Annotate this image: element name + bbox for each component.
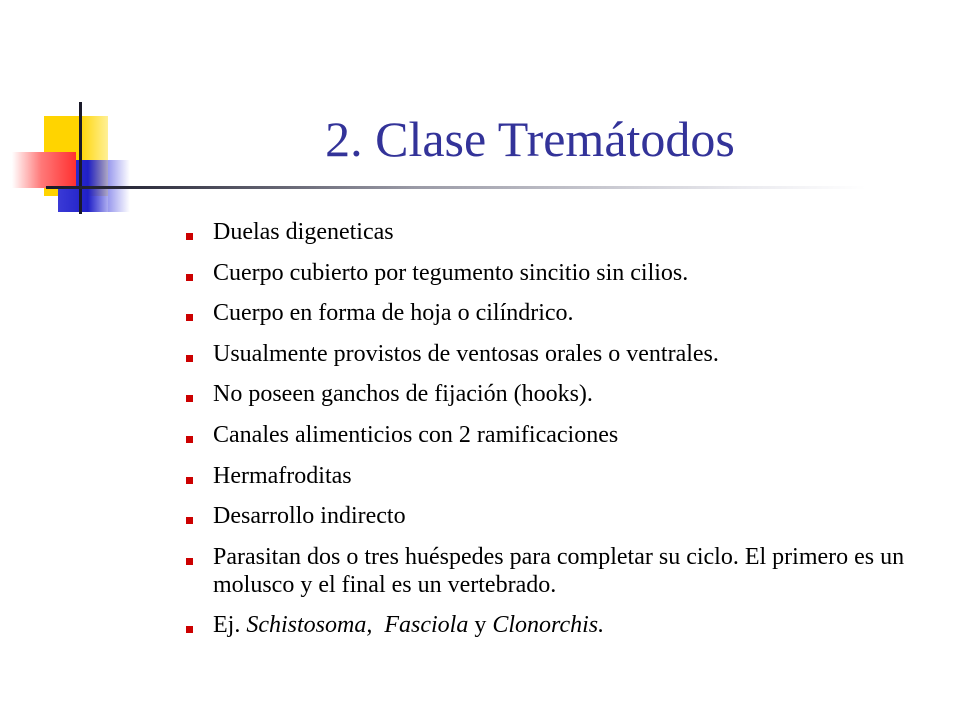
bullet-item: [186, 259, 946, 287]
bullet-item: [186, 218, 946, 246]
example-space: [372, 612, 384, 638]
bullet-item: [186, 340, 946, 368]
genus-fasciola: Fasciola: [384, 612, 469, 639]
example-conjunction: y: [468, 612, 493, 639]
slide-title: 2. Clase Tremátodos: [325, 111, 735, 167]
bullet-icon: [186, 314, 193, 321]
bullet-item: [186, 421, 946, 449]
bullet-list: [186, 218, 946, 652]
bullet-text: Parasitan dos o tres huéspedes para completar su ciclo. El primero es un molusco y el final es un vertebrado.: [213, 543, 905, 598]
bullet-text: Hermafroditas: [213, 462, 352, 489]
bullet-icon: [186, 517, 193, 524]
bullet-item: [186, 462, 946, 490]
genus-schistosoma: Schistosoma,: [246, 612, 373, 639]
vertical-rule: [79, 102, 82, 214]
red-bar: [12, 152, 76, 188]
bullet-icon: [186, 436, 193, 443]
bullet-item: [186, 299, 946, 327]
bullet-icon: [186, 558, 193, 565]
genus-clonorchis: Clonorchis: [492, 612, 599, 639]
bullet-text: Cuerpo cubierto por tegumento sincitio sin cilios.: [213, 259, 689, 286]
bullet-text: Duelas digeneticas: [213, 219, 394, 245]
bullet-text: Desarrollo indirecto: [213, 503, 406, 530]
bullet-icon: [186, 626, 193, 633]
bullet-icon: [186, 395, 193, 402]
bullet-icon: [186, 274, 193, 281]
bullet-text: No poseen ganchos de fijación (hooks).: [213, 381, 593, 408]
bullet-item-example: [186, 611, 946, 639]
bullet-text: Canales alimenticios con 2 ramificaciones: [213, 421, 619, 448]
title-underline: [46, 186, 866, 189]
bullet-item: [186, 380, 946, 408]
bullet-icon: [186, 477, 193, 484]
bullet-icon: [186, 355, 193, 362]
example-suffix: .: [598, 612, 605, 639]
bullet-text: Usualmente provistos de ventosas orales o ventrales.: [213, 340, 719, 367]
bullet-item: [186, 502, 946, 530]
example-prefix: Ej.: [213, 612, 247, 639]
bullet-icon: [186, 233, 193, 240]
bullet-text: Cuerpo en forma de hoja o cilíndrico.: [213, 300, 574, 327]
bullet-item: [186, 543, 946, 599]
